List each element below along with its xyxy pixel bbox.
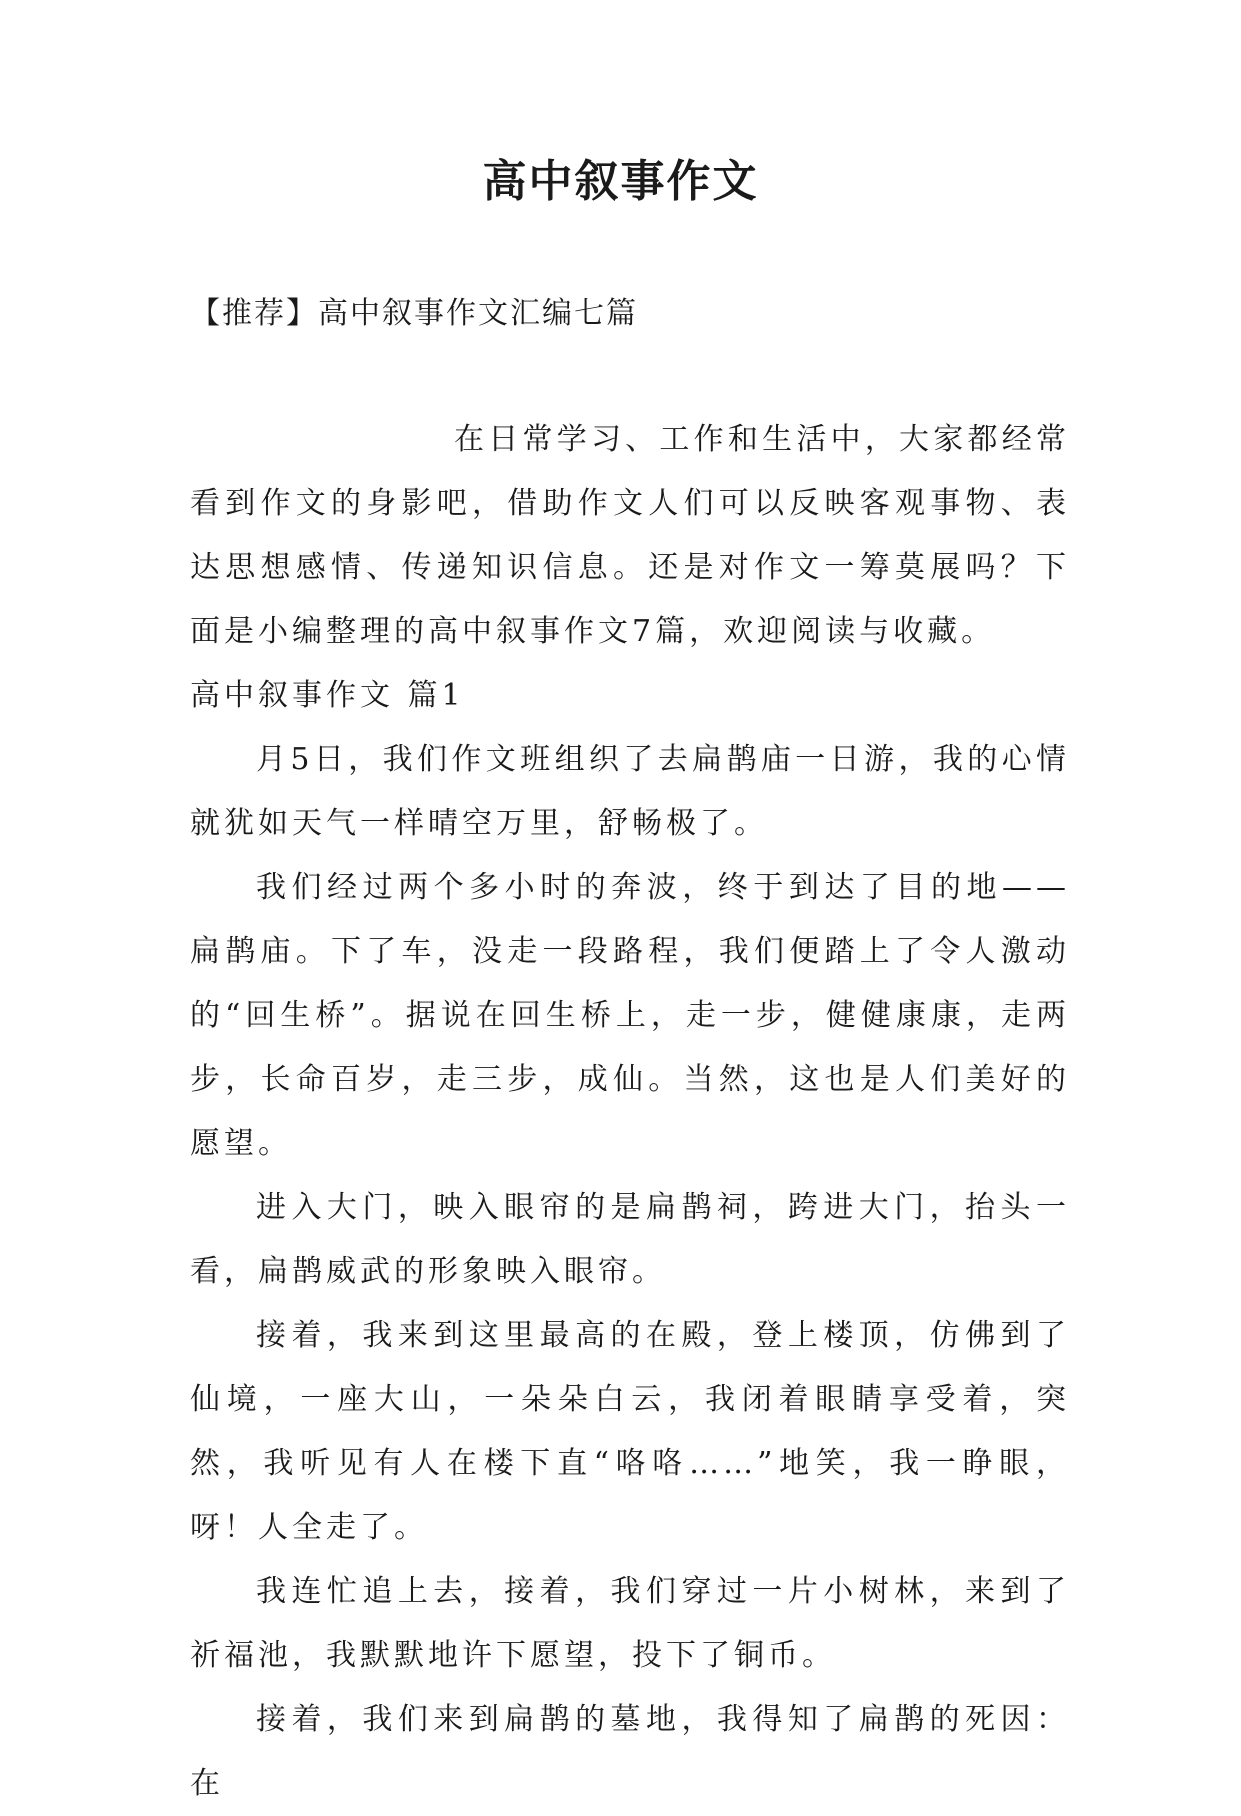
intro-paragraph: 在日常学习、工作和生活中，大家都经常看到作文的身影吧，借助作文人们可以反映客观事物、表达思想感情、传递知识信息。还是对作文一筹莫展吗？下面是小编整理的高中叙事作文7篇，欢迎阅读与收藏。 (190, 422, 1070, 649)
document-subtitle: 【推荐】高中叙事作文汇编七篇 (190, 296, 638, 331)
body-paragraph: 进入大门，映入眼帘的是扁鹊祠，跨进大门，抬头一看，扁鹊威武的形象映入眼帘。 (190, 1190, 1070, 1289)
body-paragraph: 接着，我来到这里最高的在殿，登上楼顶，仿佛到了仙境，一座大山，一朵朵白云，我闭着眼睛享受着，突然，我听见有人在楼下直“咯咯……”地笑，我一睁眼，呀！人全走了。 (190, 1318, 1070, 1545)
body-paragraph: 我们经过两个多小时的奔波，终于到达了目的地——扁鹊庙。下了车，没走一段路程，我们便踏上了令人激动的“回生桥”。据说在回生桥上，走一步，健健康康，走两步，长命百岁，走三步，成仙。当然，这也是人们美好的愿望。 (190, 870, 1070, 1161)
body-paragraph: 月5日，我们作文班组织了去扁鹊庙一日游，我的心情就犹如天气一样晴空万里，舒畅极了。 (190, 742, 1070, 841)
section-heading: 高中叙事作文 篇1 (190, 678, 465, 713)
body-paragraph: 接着，我们来到扁鹊的墓地，我得知了扁鹊的死因：在 (190, 1702, 1070, 1801)
document-title: 高中叙事作文 (482, 156, 759, 207)
body-paragraph: 我连忙追上去，接着，我们穿过一片小树林，来到了祈福池，我默默地许下愿望，投下了铜币。 (190, 1574, 1070, 1673)
document-body (190, 408, 1070, 1816)
